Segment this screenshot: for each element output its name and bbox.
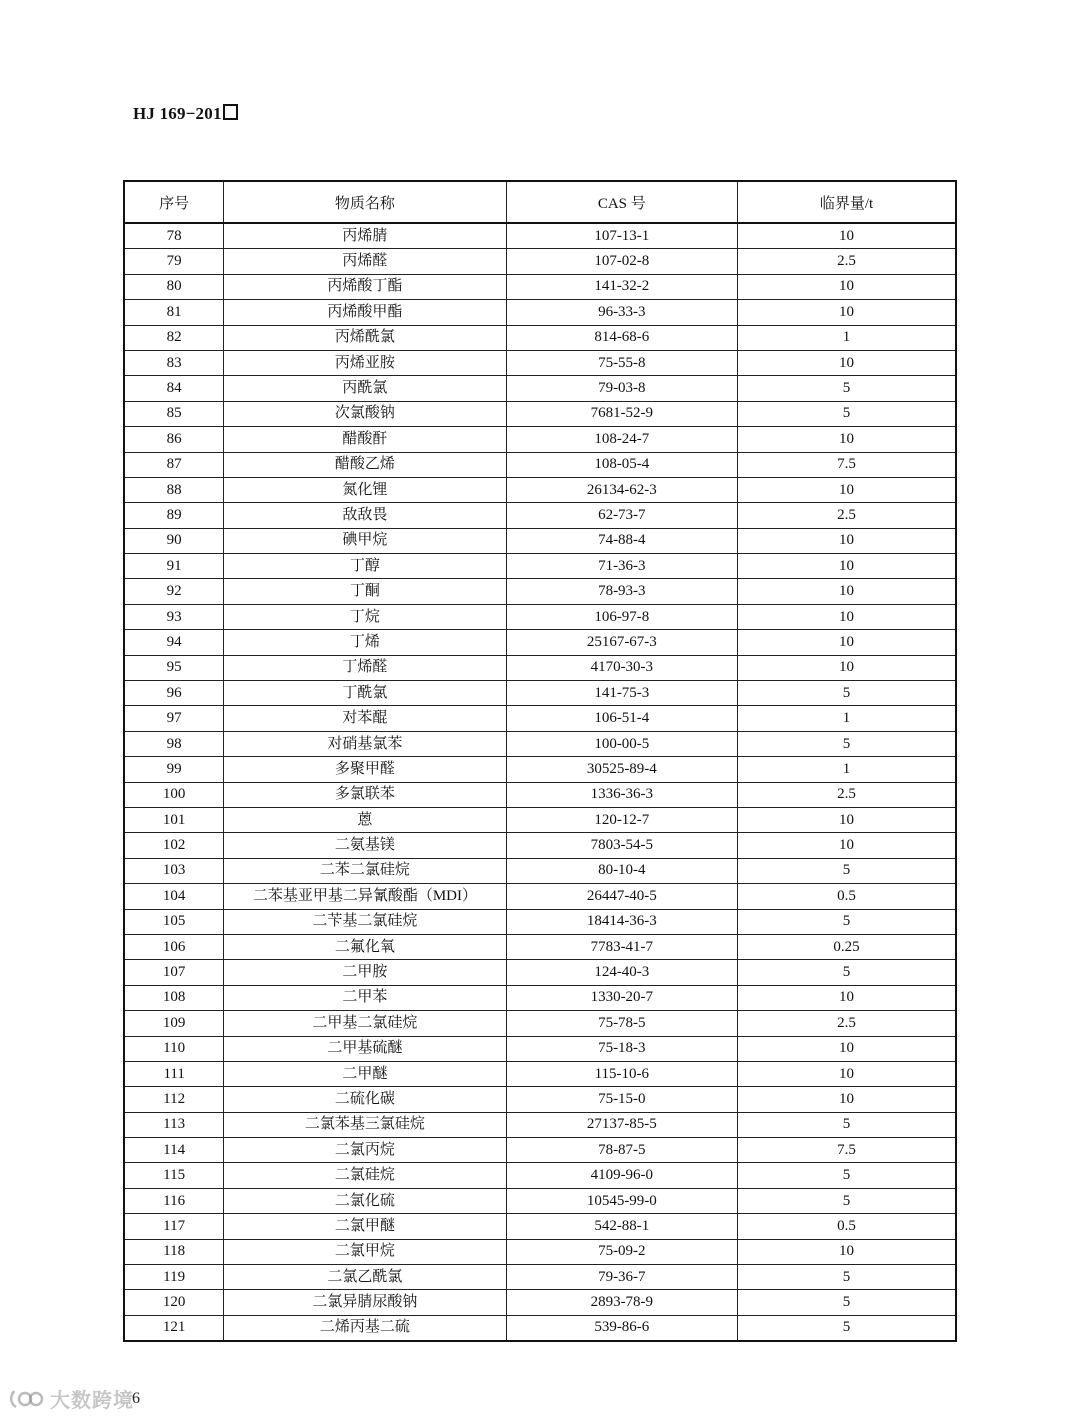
cell-cas-number: 120-12-7	[506, 807, 737, 832]
table-row	[124, 985, 956, 1010]
cell-cas-number: 26447-40-5	[506, 884, 737, 909]
table-row	[124, 1163, 956, 1188]
cell-threshold: 10	[738, 223, 956, 249]
cell-serial: 111	[124, 1061, 224, 1086]
cell-substance-name: 敌敌畏	[224, 503, 506, 528]
cell-cas-number: 96-33-3	[506, 300, 737, 325]
header-substance-name: 物质名称	[224, 181, 506, 223]
header-cas-number: CAS 号	[506, 181, 737, 223]
table-row	[124, 300, 956, 325]
cell-threshold: 10	[738, 630, 956, 655]
cell-threshold: 10	[738, 350, 956, 375]
cell-substance-name: 多氯联苯	[224, 782, 506, 807]
cell-cas-number: 124-40-3	[506, 960, 737, 985]
cell-threshold: 10	[738, 985, 956, 1010]
cell-threshold: 10	[738, 427, 956, 452]
cell-serial: 87	[124, 452, 224, 477]
cell-threshold: 0.5	[738, 884, 956, 909]
cell-substance-name: 二氨基镁	[224, 833, 506, 858]
cell-substance-name: 丙酰氯	[224, 376, 506, 401]
cell-cas-number: 107-13-1	[506, 223, 737, 249]
cell-cas-number: 1330-20-7	[506, 985, 737, 1010]
cell-substance-name: 二氯乙酰氯	[224, 1265, 506, 1290]
cell-substance-name: 二甲醚	[224, 1061, 506, 1086]
cell-cas-number: 115-10-6	[506, 1061, 737, 1086]
cell-cas-number: 1336-36-3	[506, 782, 737, 807]
table-row	[124, 1087, 956, 1112]
cell-serial: 101	[124, 807, 224, 832]
table-row	[124, 655, 956, 680]
table-row	[124, 427, 956, 452]
cell-cas-number: 108-24-7	[506, 427, 737, 452]
cell-cas-number: 75-09-2	[506, 1239, 737, 1264]
cell-substance-name: 二氯化硫	[224, 1188, 506, 1213]
document-code	[133, 104, 238, 124]
cell-serial: 99	[124, 757, 224, 782]
cell-substance-name: 蒽	[224, 807, 506, 832]
cell-cas-number: 10545-99-0	[506, 1188, 737, 1213]
cell-serial: 108	[124, 985, 224, 1010]
table-row	[124, 503, 956, 528]
cell-cas-number: 27137-85-5	[506, 1112, 737, 1137]
cell-substance-name: 二硫化碳	[224, 1087, 506, 1112]
table-row	[124, 1290, 956, 1315]
table-row	[124, 1239, 956, 1264]
table-row	[124, 376, 956, 401]
table-row	[124, 909, 956, 934]
cell-substance-name: 二甲基硫醚	[224, 1036, 506, 1061]
cell-cas-number: 141-32-2	[506, 274, 737, 299]
table-row	[124, 528, 956, 553]
cell-serial: 91	[124, 554, 224, 579]
cell-threshold: 10	[738, 833, 956, 858]
table-body	[124, 223, 956, 1341]
cell-cas-number: 75-78-5	[506, 1011, 737, 1036]
cell-threshold: 5	[738, 858, 956, 883]
cell-threshold: 10	[738, 528, 956, 553]
cell-threshold: 5	[738, 1112, 956, 1137]
cell-threshold: 10	[738, 1239, 956, 1264]
table-row	[124, 706, 956, 731]
cell-threshold: 5	[738, 681, 956, 706]
cell-cas-number: 26134-62-3	[506, 477, 737, 502]
cell-cas-number: 2893-78-9	[506, 1290, 737, 1315]
cell-threshold: 10	[738, 274, 956, 299]
cell-threshold: 0.25	[738, 934, 956, 959]
cell-cas-number: 7803-54-5	[506, 833, 737, 858]
table-row	[124, 477, 956, 502]
cell-substance-name: 醋酸酐	[224, 427, 506, 452]
cell-serial: 90	[124, 528, 224, 553]
cell-substance-name: 丁烯	[224, 630, 506, 655]
substance-table	[123, 180, 957, 1342]
cell-serial: 93	[124, 604, 224, 629]
cell-threshold: 10	[738, 1061, 956, 1086]
table-row	[124, 807, 956, 832]
cell-serial: 116	[124, 1188, 224, 1213]
table-row	[124, 731, 956, 756]
cell-threshold: 10	[738, 300, 956, 325]
table-row	[124, 325, 956, 350]
table-row	[124, 934, 956, 959]
cell-substance-name: 丙烯亚胺	[224, 350, 506, 375]
table-row	[124, 1188, 956, 1213]
cell-cas-number: 75-15-0	[506, 1087, 737, 1112]
cell-cas-number: 18414-36-3	[506, 909, 737, 934]
cell-substance-name: 丙烯醛	[224, 249, 506, 274]
cell-substance-name: 丁烯醛	[224, 655, 506, 680]
cell-substance-name: 丁酮	[224, 579, 506, 604]
cell-substance-name: 丁醇	[224, 554, 506, 579]
cell-threshold: 10	[738, 1087, 956, 1112]
cell-threshold: 0.5	[738, 1214, 956, 1239]
table-row	[124, 579, 956, 604]
cell-serial: 80	[124, 274, 224, 299]
cell-threshold: 5	[738, 731, 956, 756]
cell-serial: 82	[124, 325, 224, 350]
table-row	[124, 1138, 956, 1163]
cell-cas-number: 25167-67-3	[506, 630, 737, 655]
cell-threshold: 10	[738, 554, 956, 579]
cell-substance-name: 氮化锂	[224, 477, 506, 502]
table-row	[124, 782, 956, 807]
cell-serial: 110	[124, 1036, 224, 1061]
cell-threshold: 2.5	[738, 249, 956, 274]
cell-cas-number: 814-68-6	[506, 325, 737, 350]
cell-threshold: 5	[738, 401, 956, 426]
table-row	[124, 757, 956, 782]
table-row	[124, 274, 956, 299]
table-row	[124, 350, 956, 375]
cell-serial: 78	[124, 223, 224, 249]
cell-threshold: 2.5	[738, 782, 956, 807]
cell-serial: 118	[124, 1239, 224, 1264]
table-row	[124, 1061, 956, 1086]
cell-substance-name: 二氯甲烷	[224, 1239, 506, 1264]
cell-serial: 119	[124, 1265, 224, 1290]
cell-threshold: 7.5	[738, 1138, 956, 1163]
cell-threshold: 5	[738, 376, 956, 401]
table-row	[124, 452, 956, 477]
cell-substance-name: 二氯苯基三氯硅烷	[224, 1112, 506, 1137]
table-row	[124, 1112, 956, 1137]
cell-threshold: 5	[738, 909, 956, 934]
cell-substance-name: 丙烯酰氯	[224, 325, 506, 350]
cell-threshold: 10	[738, 477, 956, 502]
page-footer	[8, 1384, 140, 1413]
cell-serial: 94	[124, 630, 224, 655]
table-row	[124, 858, 956, 883]
cell-serial: 115	[124, 1163, 224, 1188]
cell-serial: 98	[124, 731, 224, 756]
cell-serial: 88	[124, 477, 224, 502]
cell-serial: 117	[124, 1214, 224, 1239]
cell-substance-name: 二甲苯	[224, 985, 506, 1010]
cell-substance-name: 二氯异腈尿酸钠	[224, 1290, 506, 1315]
cell-cas-number: 75-55-8	[506, 350, 737, 375]
cell-cas-number: 30525-89-4	[506, 757, 737, 782]
table-row	[124, 1036, 956, 1061]
cell-serial: 107	[124, 960, 224, 985]
cell-substance-name: 对苯醌	[224, 706, 506, 731]
cell-serial: 95	[124, 655, 224, 680]
cell-cas-number: 62-73-7	[506, 503, 737, 528]
table-row	[124, 681, 956, 706]
cell-substance-name: 丁酰氯	[224, 681, 506, 706]
cell-threshold: 5	[738, 960, 956, 985]
cell-substance-name: 二烯丙基二硫	[224, 1315, 506, 1341]
cell-cas-number: 74-88-4	[506, 528, 737, 553]
cell-serial: 83	[124, 350, 224, 375]
cell-serial: 97	[124, 706, 224, 731]
cell-substance-name: 二甲基二氯硅烷	[224, 1011, 506, 1036]
page-number: 6	[132, 1389, 140, 1407]
cell-cas-number: 539-86-6	[506, 1315, 737, 1341]
table-row	[124, 223, 956, 249]
cell-threshold: 10	[738, 807, 956, 832]
cell-cas-number: 71-36-3	[506, 554, 737, 579]
table-row	[124, 1265, 956, 1290]
cell-cas-number: 106-51-4	[506, 706, 737, 731]
cell-threshold: 10	[738, 1036, 956, 1061]
cell-threshold: 5	[738, 1188, 956, 1213]
cell-serial: 85	[124, 401, 224, 426]
cell-threshold: 2.5	[738, 503, 956, 528]
cell-substance-name: 二苯基亚甲基二异氰酸酯（MDI）	[224, 884, 506, 909]
cell-serial: 121	[124, 1315, 224, 1341]
table-row	[124, 554, 956, 579]
cell-serial: 100	[124, 782, 224, 807]
cell-substance-name: 碘甲烷	[224, 528, 506, 553]
cell-cas-number: 108-05-4	[506, 452, 737, 477]
cell-serial: 112	[124, 1087, 224, 1112]
cell-substance-name: 二氟化氧	[224, 934, 506, 959]
cell-serial: 96	[124, 681, 224, 706]
cell-substance-name: 二苯二氯硅烷	[224, 858, 506, 883]
cell-threshold: 1	[738, 757, 956, 782]
cell-substance-name: 二苄基二氯硅烷	[224, 909, 506, 934]
cell-cas-number: 7681-52-9	[506, 401, 737, 426]
cell-serial: 103	[124, 858, 224, 883]
cell-cas-number: 106-97-8	[506, 604, 737, 629]
cell-cas-number: 80-10-4	[506, 858, 737, 883]
cell-threshold: 10	[738, 655, 956, 680]
watermark-text: 大数跨境	[50, 1388, 134, 1412]
cell-cas-number: 7783-41-7	[506, 934, 737, 959]
missing-char-box-icon	[223, 104, 238, 120]
cell-serial: 102	[124, 833, 224, 858]
table-row	[124, 884, 956, 909]
cell-substance-name: 二甲胺	[224, 960, 506, 985]
cell-substance-name: 丁烷	[224, 604, 506, 629]
table-row	[124, 604, 956, 629]
cell-cas-number: 78-93-3	[506, 579, 737, 604]
cell-substance-name: 次氯酸钠	[224, 401, 506, 426]
cell-cas-number: 100-00-5	[506, 731, 737, 756]
cell-threshold: 2.5	[738, 1011, 956, 1036]
cell-substance-name: 丙烯酸甲酯	[224, 300, 506, 325]
cell-threshold: 1	[738, 325, 956, 350]
table-row	[124, 960, 956, 985]
table-row	[124, 401, 956, 426]
cell-serial: 92	[124, 579, 224, 604]
cell-cas-number: 79-36-7	[506, 1265, 737, 1290]
header-serial: 序号	[124, 181, 224, 223]
table-row	[124, 1011, 956, 1036]
cell-serial: 81	[124, 300, 224, 325]
cell-serial: 120	[124, 1290, 224, 1315]
cell-cas-number: 4109-96-0	[506, 1163, 737, 1188]
cell-cas-number: 78-87-5	[506, 1138, 737, 1163]
cell-threshold: 5	[738, 1265, 956, 1290]
cell-threshold: 10	[738, 604, 956, 629]
cell-serial: 86	[124, 427, 224, 452]
cell-threshold: 5	[738, 1290, 956, 1315]
cell-substance-name: 二氯丙烷	[224, 1138, 506, 1163]
cell-cas-number: 542-88-1	[506, 1214, 737, 1239]
cell-serial: 79	[124, 249, 224, 274]
table-row	[124, 630, 956, 655]
document-code-text: HJ 169−201	[133, 104, 222, 123]
table-row	[124, 1214, 956, 1239]
cell-substance-name: 二氯硅烷	[224, 1163, 506, 1188]
table-header-row	[124, 181, 956, 223]
cell-serial: 109	[124, 1011, 224, 1036]
cell-serial: 84	[124, 376, 224, 401]
cell-substance-name: 二氯甲醚	[224, 1214, 506, 1239]
cell-substance-name: 对硝基氯苯	[224, 731, 506, 756]
cell-serial: 113	[124, 1112, 224, 1137]
cell-substance-name: 多聚甲醛	[224, 757, 506, 782]
header-threshold: 临界量/t	[738, 181, 956, 223]
cell-substance-name: 丙烯酸丁酯	[224, 274, 506, 299]
cell-threshold: 1	[738, 706, 956, 731]
cell-serial: 104	[124, 884, 224, 909]
table-row	[124, 1315, 956, 1341]
cell-serial: 106	[124, 934, 224, 959]
table-row	[124, 249, 956, 274]
table-row	[124, 833, 956, 858]
cell-cas-number: 141-75-3	[506, 681, 737, 706]
cell-cas-number: 79-03-8	[506, 376, 737, 401]
cell-substance-name: 醋酸乙烯	[224, 452, 506, 477]
cell-cas-number: 4170-30-3	[506, 655, 737, 680]
cell-serial: 114	[124, 1138, 224, 1163]
cell-serial: 89	[124, 503, 224, 528]
cell-threshold: 5	[738, 1315, 956, 1341]
cell-threshold: 7.5	[738, 452, 956, 477]
cell-threshold: 5	[738, 1163, 956, 1188]
cell-cas-number: 107-02-8	[506, 249, 737, 274]
cell-cas-number: 75-18-3	[506, 1036, 737, 1061]
cell-threshold: 10	[738, 579, 956, 604]
cell-serial: 105	[124, 909, 224, 934]
watermark-logo-icon	[8, 1387, 44, 1411]
cell-substance-name: 丙烯腈	[224, 223, 506, 249]
